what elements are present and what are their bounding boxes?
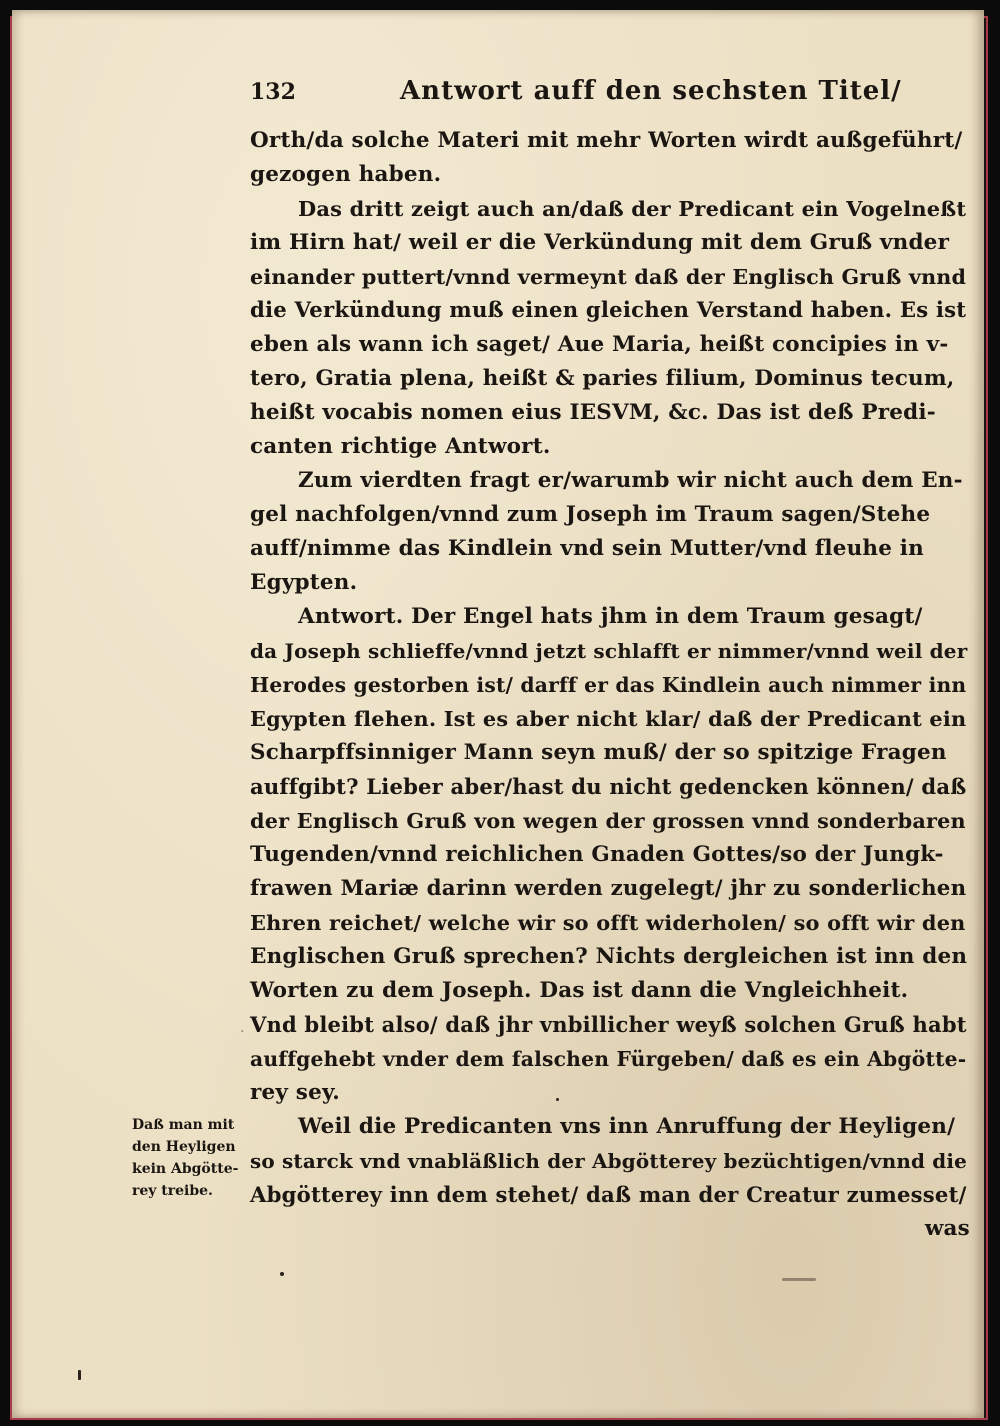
page-number: 132	[250, 79, 296, 105]
text-line: Antwort. Der Engel hats jhm in dem Traum gesagt/	[298, 604, 923, 629]
text-line: auffgehebt vnder dem falschen Fürgeben/ daß es ein Abgötte-	[250, 1047, 967, 1071]
text-line: im Hirn hat/ weil er die Verkündung mit dem Gruß vnder	[250, 230, 950, 255]
text-line: Englischen Gruß sprechen? Nichts dergleichen ist inn den	[250, 944, 968, 969]
text-line: Worten zu dem Joseph. Das ist dann die Vngleichheit.	[250, 978, 909, 1003]
text-line: Herodes gestorben ist/ darff er das Kindlein auch nimmer inn	[250, 673, 967, 697]
text-line: gel nachfolgen/vnnd zum Joseph im Traum sagen/Stehe	[250, 502, 931, 527]
ink-smudge	[782, 1278, 816, 1281]
text-line: die Verkündung muß einen gleichen Verstand haben. Es ist	[250, 298, 967, 323]
text-line: rey sey.	[250, 1080, 340, 1105]
book-page	[12, 10, 984, 1418]
text-block	[250, 76, 970, 1246]
text-line: da Joseph schlieffe/vnnd jetzt schlafft er nimmer/vnnd weil der	[250, 639, 968, 663]
page-header	[250, 76, 970, 124]
text-line: Das dritt zeigt auch an/daß der Predicant ein Vogelneßt	[298, 196, 967, 221]
text-line: Weil die Predicanten vns inn Anruffung der Heyligen/	[298, 1114, 956, 1139]
running-head: Antwort auff den sechsten Titel/	[400, 76, 902, 106]
text-line: Tugenden/vnnd reichlichen Gnaden Gottes/so der Jungk-	[250, 842, 944, 867]
text-line: canten richtige Antwort.	[250, 434, 551, 459]
catchword: was	[924, 1216, 970, 1241]
text-line: Vnd bleibt also/ daß jhr vnbillicher weyß solchen Gruß habt	[250, 1012, 967, 1037]
margin-dot: ·	[240, 1024, 245, 1040]
text-line: so starck vnd vnabläßlich der Abgötterey bezüchtigen/vnnd die	[250, 1149, 968, 1173]
margin-note-line: Daß man mit	[132, 1117, 235, 1133]
ink-speck	[556, 1098, 559, 1101]
text-line: Scharpffsinniger Mann seyn muß/ der so spitzige Fragen	[250, 740, 947, 765]
ink-speck	[78, 1370, 81, 1380]
text-line: Ehren reichet/ welche wir so offt widerholen/ so offt wir den	[250, 910, 966, 935]
text-line: gezogen haben.	[250, 162, 442, 187]
margin-note	[132, 1114, 262, 1202]
text-line: Abgötterey inn dem stehet/ daß man der Creatur zumesset/	[250, 1182, 967, 1207]
text-line: eben als wann ich saget/ Aue Maria, heißt concipies in v-	[250, 332, 949, 357]
text-line: auffgibt? Lieber aber/hast du nicht gedencken können/ daß	[250, 774, 967, 799]
text-line: Orth/da solche Materi mit mehr Worten wirdt außgeführt/	[250, 128, 963, 153]
text-line: Egypten flehen. Ist es aber nicht klar/ daß der Predicant ein	[250, 706, 967, 731]
body-text	[250, 124, 970, 1212]
text-line: frawen Mariæ darinn werden zugelegt/ jhr zu sonderlichen	[250, 876, 967, 901]
text-line: einander puttert/vnnd vermeynt daß der Englisch Gruß vnnd	[250, 265, 967, 289]
margin-note-line: den Heyligen	[132, 1139, 236, 1155]
text-line: heißt vocabis nomen eius IESVM, &c. Das ist deß Predi-	[250, 400, 936, 425]
text-line: Egypten.	[250, 570, 358, 595]
text-line: Zum vierdten fragt er/warumb wir nicht auch dem En-	[298, 468, 963, 493]
ink-speck	[280, 1272, 284, 1276]
text-line: der Englisch Gruß von wegen der grossen vnnd sonderbaren	[250, 808, 966, 833]
text-line: auff/nimme das Kindlein vnd sein Mutter/vnd fleuhe in	[250, 536, 925, 561]
margin-note-line: rey treibe.	[132, 1183, 213, 1199]
margin-note-line: kein Abgötte-	[132, 1161, 239, 1177]
text-line: tero, Gratia plena, heißt & paries filium, Dominus tecum,	[250, 366, 955, 391]
